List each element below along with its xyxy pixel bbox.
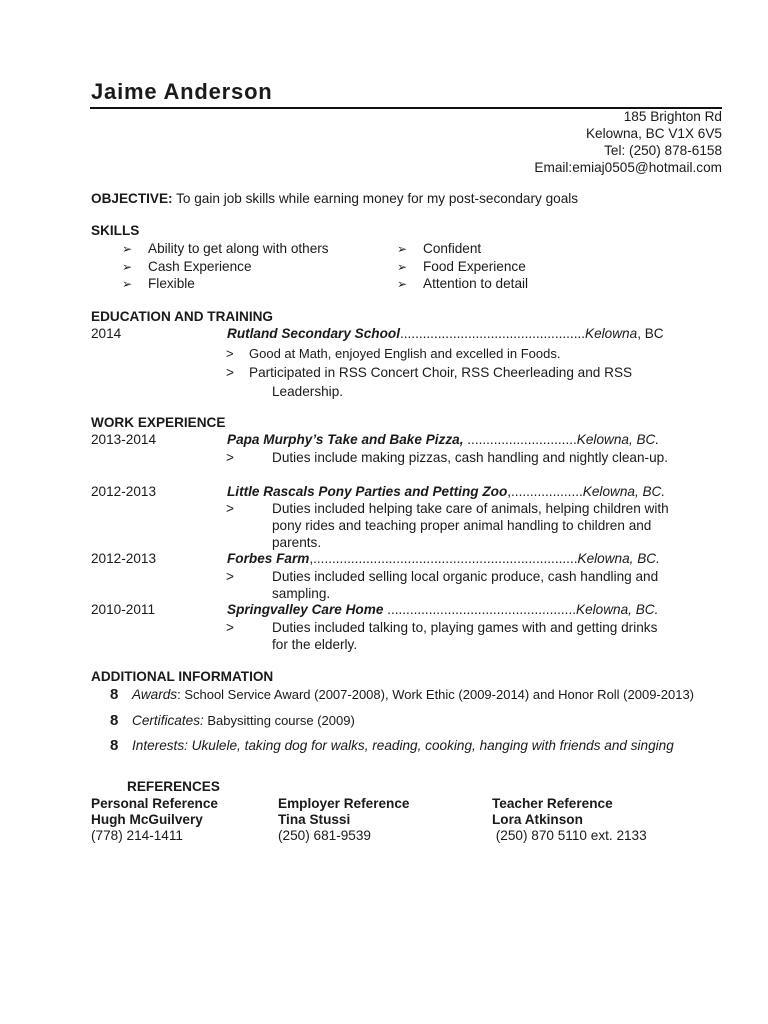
skill-item: [397, 276, 528, 291]
job-location: Kelowna, BC.: [576, 432, 660, 447]
skill-item: [397, 259, 526, 274]
job-employer-line: [227, 484, 665, 499]
education-point-text: Participated in RSS Concert Choir, RSS Cheerleading and RSS: [249, 365, 633, 380]
education-city: Kelowna: [585, 326, 638, 341]
job-duty-text: Duties included helping take care of animals, helping children with: [272, 501, 669, 516]
leader-dots: .............................: [463, 432, 577, 447]
leader-dots: ..................................................: [383, 602, 577, 617]
job-employer: Springvalley Care Home: [227, 602, 384, 617]
reference-phone: (250) 681-9539: [278, 828, 371, 843]
skill-item: [397, 241, 481, 256]
leader-dots: ,...................: [507, 484, 583, 499]
interests-text: Interests: Ukulele, taking dog for walks, reading, cooking, hanging with friends and singing: [132, 738, 674, 753]
additional-interests: [110, 737, 674, 754]
job-employer-line: [227, 432, 659, 447]
bullet-icon: 8: [110, 686, 119, 703]
address-tel: Tel: (250) 878-6158: [604, 143, 722, 158]
gt-bullet-icon: >: [226, 569, 234, 584]
references-heading: REFERENCES: [127, 779, 220, 794]
skill-label: Confident: [423, 241, 482, 256]
certificates-text: Babysitting course (2009): [203, 713, 355, 728]
education-point-text: Good at Math, enjoyed English and excelled in Foods.: [249, 346, 561, 361]
reference-phone: (250) 870 5110 ext. 2133: [492, 828, 647, 843]
education-point: [226, 346, 560, 361]
skills-heading: SKILLS: [91, 223, 140, 238]
education-school-line: [227, 326, 664, 341]
skill-label: Food Experience: [423, 259, 526, 274]
arrow-bullet-icon: ➢: [397, 260, 408, 274]
job-duty-text: Duties included selling local organic produce, cash handling and: [272, 569, 659, 584]
skill-label: Ability to get along with others: [148, 241, 329, 256]
reference-name: Tina Stussi: [278, 812, 351, 827]
reference-phone: (778) 214-1411: [91, 828, 183, 843]
reference-name: Hugh McGuilvery: [91, 812, 203, 827]
skill-item: [122, 259, 252, 274]
job-employer: Little Rascals Pony Parties and Petting Zoo: [227, 484, 508, 499]
additional-certificates: [110, 712, 355, 729]
job-duty-text: Duties include making pizzas, cash handling and nightly clean-up.: [272, 450, 668, 465]
job-duty-continued: sampling.: [272, 586, 331, 601]
certificates-label: Certificates:: [132, 713, 204, 728]
education-year: 2014: [91, 326, 122, 341]
gt-bullet-icon: >: [226, 346, 234, 361]
education-point-continued: Leadership.: [272, 384, 344, 399]
job-employer: Forbes Farm: [227, 551, 310, 566]
skill-label: Flexible: [148, 276, 195, 291]
additional-awards: [110, 686, 694, 703]
job-duty: [226, 620, 657, 635]
reference-type: Employer Reference: [278, 796, 410, 811]
address-street: 185 Brighton Rd: [623, 109, 722, 124]
job-duty: [226, 501, 669, 516]
resume-name: Jaime Anderson: [91, 79, 273, 104]
objective-label: OBJECTIVE:: [91, 191, 173, 206]
arrow-bullet-icon: ➢: [397, 277, 408, 291]
job-duty-continued: parents.: [272, 535, 322, 550]
work-heading: WORK EXPERIENCE: [91, 415, 226, 430]
gt-bullet-icon: >: [226, 365, 234, 380]
gt-bullet-icon: >: [226, 620, 234, 635]
objective-text: To gain job skills while earning money for my post-secondary goals: [176, 191, 579, 206]
awards-label: Awards: [132, 687, 178, 702]
job-location: Kelowna, BC.: [576, 602, 659, 617]
job-years: 2012-2013: [91, 551, 157, 566]
education-school: Rutland Secondary School: [227, 326, 400, 341]
job-employer-line: [227, 602, 658, 617]
job-duty-continued: for the elderly.: [272, 637, 358, 652]
education-point: [226, 365, 632, 380]
arrow-bullet-icon: ➢: [397, 242, 408, 256]
reference-name: Lora Atkinson: [492, 812, 583, 827]
job-years: 2013-2014: [91, 432, 157, 447]
reference-type: Teacher Reference: [492, 796, 613, 811]
gt-bullet-icon: >: [226, 501, 234, 516]
job-location: Kelowna, BC.: [582, 484, 666, 499]
job-duty: [226, 450, 668, 465]
job-location: Kelowna, BC.: [577, 551, 660, 566]
skill-label: Attention to detail: [423, 276, 529, 291]
leader-dots: ,......................................................................: [309, 551, 578, 566]
arrow-bullet-icon: ➢: [122, 277, 133, 291]
address-city: Kelowna, BC V1X 6V5: [585, 126, 722, 141]
job-duty: [226, 569, 658, 584]
job-duty-text: Duties included talking to, playing games with and getting drinks: [272, 620, 658, 635]
address-email: Email:emiaj0505@hotmail.com: [534, 160, 722, 175]
address-block: [534, 108, 722, 176]
objective-line: [91, 191, 578, 206]
skill-item: [122, 276, 195, 291]
awards-text: : School Service Award (2007-2008), Work Ethic (2009-2014) and Honor Roll (2009-2013): [177, 687, 695, 702]
job-years: 2010-2011: [91, 602, 155, 617]
education-province: , BC: [637, 326, 664, 341]
job-employer-line: [227, 551, 660, 566]
arrow-bullet-icon: ➢: [122, 260, 133, 274]
gt-bullet-icon: >: [226, 450, 234, 465]
job-employer: Papa Murphy’s Take and Bake Pizza,: [227, 432, 464, 447]
arrow-bullet-icon: ➢: [122, 242, 133, 256]
skill-item: [122, 241, 329, 256]
bullet-icon: 8: [110, 737, 119, 754]
education-heading: EDUCATION AND TRAINING: [91, 309, 273, 324]
job-duty-continued: pony rides and teaching proper animal handling to children and: [272, 518, 652, 533]
bullet-icon: 8: [110, 712, 119, 729]
reference-type: Personal Reference: [91, 796, 218, 811]
job-years: 2012-2013: [91, 484, 157, 499]
skill-label: Cash Experience: [148, 259, 252, 274]
leader-dots: .................................................: [399, 326, 586, 341]
additional-heading: ADDITIONAL INFORMATION: [91, 669, 274, 684]
